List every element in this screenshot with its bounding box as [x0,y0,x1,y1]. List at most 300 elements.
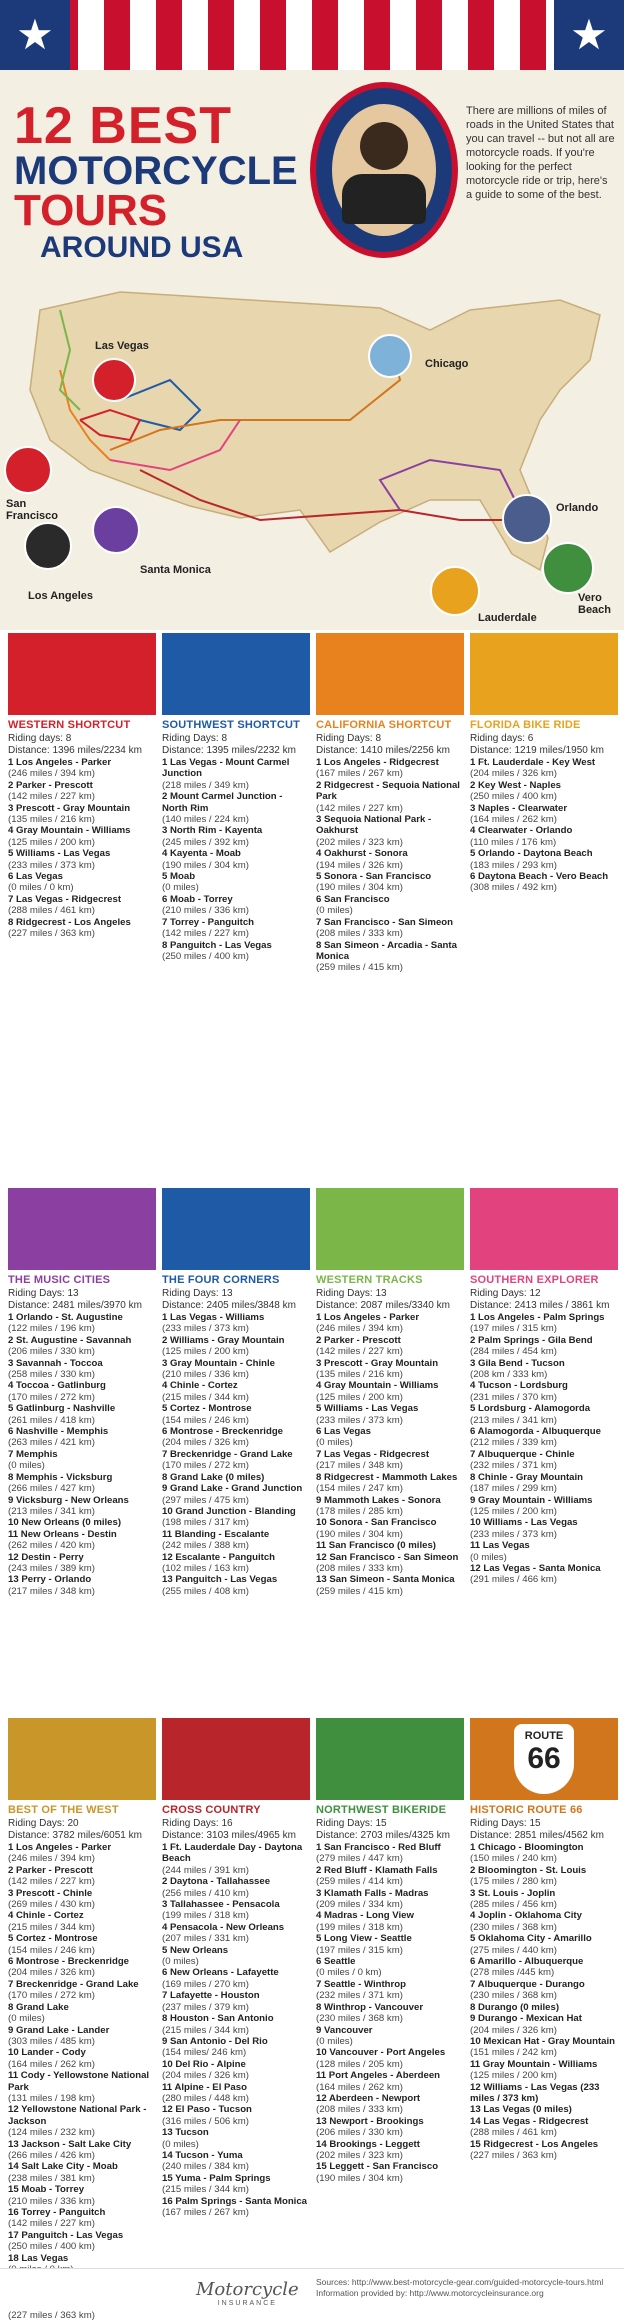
stop-item [470,1449,618,1472]
stop-distance: (218 miles / 349 km) [162,779,249,791]
map-label-los-angeles: Los Angeles [28,590,93,602]
route-distance: Distance: 2851 miles/4562 km [470,1830,604,1841]
stop-distance: (280 miles / 448 km) [162,2092,249,2104]
route-illustration [8,1188,156,1270]
stop-name: 3 Gila Bend - Tucson [470,1357,565,1369]
stop-name: 3 Prescott - Gray Mountain [316,1357,439,1369]
stop-item [8,825,156,848]
stop-distance: (0 miles) [162,2138,199,2150]
route-title: NORTHWEST BIKERIDE [316,1804,447,1816]
stop-item [8,2230,156,2253]
riding-days: Riding Days: 8 [316,733,382,744]
stop-item [316,1933,464,1956]
stop-name: 5 Williams - Las Vegas [8,848,111,860]
stop-name: 4 Chinle - Cortez [8,1910,84,1922]
stop-item [316,2161,464,2184]
stop-distance: (259 miles / 415 km) [316,962,403,974]
stop-distance: (0 miles) [316,905,353,917]
stop-distance: (210 miles / 336 km) [8,2195,95,2207]
stop-distance: (175 miles / 280 km) [470,1876,557,1888]
stop-name: 3 Naples - Clearwater [470,802,568,814]
stop-item [316,1888,464,1911]
stop-name: 9 San Antonio - Del Rio [162,2035,268,2047]
stop-name: 7 Albuquerque - Chinle [470,1448,575,1460]
stop-item [162,1842,310,1876]
stop-distance: (230 miles / 368 km) [470,1990,557,2002]
stop-distance: (0 miles / 0 km) [8,882,74,894]
stop-distance: (212 miles / 339 km) [470,1437,557,1449]
stop-item [316,2093,464,2116]
santa-monica-icon [92,506,140,554]
stop-name: 7 San Francisco - San Simeon [316,916,454,928]
riding-days: Riding Days: 15 [316,1818,387,1829]
stop-item [162,1922,310,1945]
stop-name: 6 Seattle [316,1956,356,1968]
stop-item [8,1495,156,1518]
stop-distance: (227 miles / 363 km) [470,2149,557,2161]
source-link-2[interactable]: Information provided by: http://www.motorcycleinsurance.org [316,2288,544,2298]
stop-distance: (230 miles / 368 km) [470,1921,557,1933]
stop-item [316,1865,464,1888]
stop-distance: (0 miles) [8,1460,45,1472]
route-stops [470,1842,618,2161]
stop-item [8,1910,156,1933]
stop-name: 1 Ft. Lauderdale Day - Daytona Beach [162,1842,303,1865]
stop-distance: (187 miles / 299 km) [470,1483,557,1495]
orlando-icon [502,494,552,544]
stop-item [162,1403,310,1426]
riding-days: Riding Days: 20 [8,1818,79,1829]
motorcycle-icon [342,174,426,224]
stop-distance: (151 miles / 242 km) [470,2047,557,2059]
stop-distance: (167 miles / 267 km) [316,768,403,780]
stop-item [470,848,618,871]
stop-item [162,871,310,894]
stop-distance: (190 miles / 304 km) [162,859,249,871]
route-meta [316,1288,464,1312]
stop-item [8,2002,156,2025]
route-distance: Distance: 2087 miles/3340 km [316,1300,450,1311]
stop-item [162,2082,310,2105]
stop-name: 5 Cortez - Montrose [162,1403,252,1415]
route-title: BEST OF THE WEST [8,1804,119,1816]
stop-name: 5 Sonora - San Francisco [316,871,432,883]
stop-name: 15 Moab - Torrey [8,2184,85,2196]
stop-distance: (142 miles / 227 km) [162,928,249,940]
route-stops [470,1312,618,1586]
stop-item [316,1910,464,1933]
stop-item [8,1312,156,1335]
riding-days: Riding Days: 16 [162,1818,233,1829]
route-stops [162,1312,310,1597]
stop-distance: (154 miles / 246 km) [162,1414,249,1426]
stop-name: 7 Memphis [8,1448,58,1460]
riding-days: Riding Days: 13 [162,1288,233,1299]
stop-item [8,803,156,826]
title-line-1: 12 BEST [14,97,232,155]
stop-item [8,1403,156,1426]
stop-item [470,1540,618,1563]
route-meta [8,1818,156,1842]
stop-item [316,1495,464,1518]
stop-distance: (142 miles / 227 km) [8,2218,95,2230]
stop-item [316,814,464,848]
stop-item [316,1517,464,1540]
stop-distance: (246 miles / 394 km) [8,1853,95,1865]
stop-distance: (204 miles / 326 km) [470,768,557,780]
stop-distance: (269 miles / 430 km) [8,1899,95,1911]
stop-distance: (198 miles / 317 km) [162,1517,249,1529]
stop-name: 7 Breckenridge - Grand Lake [162,1448,293,1460]
stop-name: 2 Daytona - Tallahassee [162,1876,271,1888]
route-stops [470,757,618,894]
stop-name: 4 Clearwater - Orlando [470,825,573,837]
stop-name: 6 Amarillo - Albuquerque [470,1956,584,1968]
stop-name: 2 Parker - Prescott [8,1864,93,1876]
stop-name: 10 Lander - Cody [8,2047,86,2059]
stop-distance: (164 miles / 262 km) [8,2058,95,2070]
stop-item [316,2025,464,2048]
stop-name: 8 Winthrop - Vancouver [316,2001,424,2013]
stop-item [8,1380,156,1403]
stop-name: 4 Pensacola - New Orleans [162,1921,285,1933]
stop-item [8,1933,156,1956]
stop-item [470,2104,618,2115]
map-label-lauderdale: Lauderdale [478,612,537,624]
stop-distance: (233 miles / 373 km) [316,1414,403,1426]
stop-distance: (308 miles / 492 km) [470,882,557,894]
route66-shield-icon [514,1724,574,1794]
stop-name: 6 Moab - Torrey [162,893,233,905]
stop-distance: (124 miles / 232 km) [8,2127,95,2139]
stop-distance: (0 miles) [470,1551,507,1563]
stop-distance: (190 miles / 304 km) [316,882,403,894]
stop-name: 6 Montrose - Breckenridge [8,1956,130,1968]
stop-item [316,940,464,974]
stop-distance: (142 miles / 227 km) [8,1876,95,1888]
stop-item [8,1979,156,2002]
stop-distance: (125 miles / 200 km) [162,1346,249,1358]
stop-item [470,1358,618,1381]
stop-item [8,1842,156,1865]
source-link-1[interactable]: Sources: http://www.best-motorcycle-gear.com/guided-motorcycle-tours.html [316,2277,604,2287]
stop-item [316,1956,464,1979]
stop-name: 3 Savannah - Toccoa [8,1357,103,1369]
route-illustration [162,633,310,715]
stop-name: 6 New Orleans - Lafayette [162,1967,279,1979]
stop-name: 3 North Rim - Kayenta [162,825,263,837]
stop-item [162,1483,310,1506]
golden-gate-icon [4,446,52,494]
las-vegas-icon [92,358,136,402]
stop-item [316,1552,464,1575]
route-meta [8,733,156,757]
stop-item [8,1449,156,1472]
stop-item [470,825,618,848]
stop-item [8,2047,156,2070]
route-stops [316,1312,464,1597]
stop-name: 14 Salt Lake City - Moab [8,2161,118,2173]
stop-item [162,2036,310,2059]
stop-distance: (206 miles / 330 km) [316,2127,403,2139]
star-icon: ★ [16,11,54,58]
stop-item [470,2002,618,2013]
riding-days: Riding Days: 8 [162,733,228,744]
stop-distance: (243 miles / 389 km) [8,1562,95,1574]
stop-name: 10 Del Rio - Alpine [162,2058,246,2070]
stop-name: 6 Alamogorda - Albuquerque [470,1426,601,1438]
stop-item [470,1979,618,2002]
stop-distance: (297 miles / 475 km) [162,1494,249,1506]
stop-distance: (263 miles / 421 km) [8,1437,95,1449]
stop-item [162,1990,310,2013]
stop-item [470,2082,618,2105]
stop-item [8,2184,156,2207]
stop-name: 15 Yuma - Palm Springs [162,2172,271,2184]
riding-days: Riding Days: 13 [316,1288,387,1299]
stop-distance: (208 miles / 333 km) [316,1562,403,1574]
stop-distance: (284 miles / 454 km) [470,1346,557,1358]
route66-sign-top: ROUTE [524,1730,564,1742]
stop-name: 4 Madras - Long View [316,1910,414,1922]
stop-distance: (266 miles / 426 km) [8,2149,95,2161]
stop-item [162,848,310,871]
stop-name: 1 Los Angeles - Palm Springs [470,1312,605,1323]
stop-distance: (125 miles / 200 km) [8,836,95,848]
route-illustration [470,1188,618,1270]
stop-item [8,2161,156,2184]
stop-name: 6 Las Vegas [8,871,63,883]
stop-distance: (245 miles / 392 km) [162,836,249,848]
stop-name: 12 Aberdeen - Newport [316,2092,421,2104]
route-title: SOUTHWEST SHORTCUT [162,719,301,731]
stop-name: 8 San Simeon - Arcadia - Santa Monica [316,939,457,962]
stop-distance: (164 miles / 262 km) [316,2081,403,2093]
stop-name: 2 Bloomington - St. Louis [470,1864,587,1876]
stop-item [162,825,310,848]
map-label-santa-monica: Santa Monica [140,564,211,576]
stop-distance: (170 miles / 272 km) [8,1391,95,1403]
stop-item [8,2139,156,2162]
stop-name: 14 Las Vegas - Ridgecrest [470,2115,589,2127]
stop-distance: (204 miles / 326 km) [162,1437,249,1449]
stop-distance: (125 miles / 200 km) [470,2070,557,2082]
stop-distance: (255 miles / 408 km) [162,1585,249,1597]
stop-item [316,848,464,871]
stop-distance: (0 miles) [8,2013,45,2025]
route-meta [470,1818,618,1842]
stop-name: 13 Las Vegas (0 miles) [470,2104,572,2116]
stop-distance: (261 miles / 418 km) [8,1414,95,1426]
stop-name: 2 Parker - Prescott [316,1334,401,1346]
banner-blue-left [0,0,70,70]
stop-name: 4 Joplin - Oklahoma City [470,1910,582,1922]
stop-distance: (233 miles / 373 km) [8,859,95,871]
route-title: WESTERN TRACKS [316,1274,423,1286]
stop-name: 8 Chinle - Gray Mountain [470,1471,584,1483]
stop-distance: (122 miles / 196 km) [8,1323,95,1335]
route-illustration [470,1718,618,1800]
rider-helmet-icon [360,122,408,170]
route-stops [316,1842,464,2184]
stop-name: 8 Grand Lake (0 miles) [162,1471,265,1483]
stop-name: 6 Las Vegas [316,1426,371,1438]
motorcycle-insurance-logo [196,2279,299,2307]
rider-badge-illustration [310,82,458,258]
stop-distance: (197 miles / 315 km) [316,1944,403,1956]
stop-name: 9 Gray Mountain - Williams [470,1494,593,1506]
route-meta [470,1288,618,1312]
stop-name: 13 Tucson [162,2127,209,2139]
stop-name: 3 Prescott - Chinle [8,1887,93,1899]
stop-distance: (190 miles / 304 km) [316,1528,403,1540]
stop-name: 2 Red Bluff - Klamath Falls [316,1864,438,1876]
stop-item [316,757,464,780]
stop-distance: (232 miles / 371 km) [470,1460,557,1472]
stop-item [162,1899,310,1922]
stop-item [8,757,156,780]
stop-distance: (207 miles / 331 km) [162,1933,249,1945]
stop-distance: (275 miles / 440 km) [470,1944,557,1956]
stop-item [162,1449,310,1472]
stop-name: 11 Blanding - Escalante [162,1528,270,1540]
logo-text: Motorcycle [196,2279,299,2300]
stop-item [162,1529,310,1552]
stop-distance: (217 miles / 348 km) [8,1585,95,1597]
stop-name: 11 Cody - Yellowstone National Park [8,2070,150,2093]
lauderdale-icon [430,566,480,616]
stop-distance: (102 miles / 163 km) [162,1562,249,1574]
stop-distance: (135 miles / 216 km) [8,814,95,826]
footer [0,2268,624,2309]
route-meta [8,1288,156,1312]
stop-item [8,1335,156,1358]
stop-item [8,1552,156,1575]
stop-name: 12 Destin - Perry [8,1551,84,1563]
stop-name: 11 Alpine - El Paso [162,2081,247,2093]
stop-item [162,1380,310,1403]
stop-distance: (215 miles / 344 km) [162,2184,249,2196]
stop-name: 5 Cortez - Montrose [8,1933,98,1945]
stop-distance: (0 miles) [316,1437,353,1449]
route-distance: Distance: 3103 miles/4965 km [162,1830,296,1841]
stop-distance: (0 miles / 0 km) [316,1967,382,1979]
stop-item [316,1403,464,1426]
stop-item [470,757,618,780]
stop-name: 10 Mexican Hat - Gray Mountain [470,2035,616,2047]
stop-name: 17 Panguitch - Las Vegas [8,2229,124,2241]
stop-name: 8 Panguitch - Las Vegas [162,939,272,951]
stop-distance: (250 miles / 400 km) [162,950,249,962]
route-illustration [8,1718,156,1800]
stop-distance: (258 miles / 330 km) [8,1369,95,1381]
stop-item [316,1426,464,1449]
stop-distance: (208 km / 333 km) [470,1369,548,1381]
stop-item [470,1842,618,1865]
stop-distance: (233 miles / 373 km) [470,1528,557,1540]
stop-name: 2 Mount Carmel Junction - North Rim [162,791,283,814]
stop-name: 13 Panguitch - Las Vegas [162,1574,278,1586]
stop-item [316,1472,464,1495]
stop-name: 13 Jackson - Salt Lake City [8,2138,132,2150]
stop-item [470,2139,618,2162]
stop-item [470,1426,618,1449]
stop-item [162,917,310,940]
stop-distance: (213 miles / 341 km) [8,1505,95,1517]
stop-item [316,1380,464,1403]
stop-distance: (190 miles / 304 km) [316,2172,403,2184]
stop-item [162,2104,310,2127]
route-distance: Distance: 2413 miles / 3861 km [470,1300,610,1311]
stop-distance: (231 miles / 370 km) [470,1391,557,1403]
stop-name: 13 Perry - Orlando [8,1574,92,1586]
stop-distance: (250 miles / 400 km) [470,791,557,803]
stop-item [316,1358,464,1381]
route-distance: Distance: 2481 miles/3970 km [8,1300,142,1311]
stop-distance: (262 miles / 420 km) [8,1540,95,1552]
stop-name: 11 Las Vegas [470,1540,530,1552]
route-distance: Distance: 1395 miles/2232 km [162,745,296,756]
stop-distance: (194 miles / 326 km) [316,859,403,871]
riding-days: Riding Days: 12 [470,1288,541,1299]
stop-item [8,780,156,803]
stop-name: 11 Gray Mountain - Williams [470,2058,598,2070]
stop-distance: (167 miles / 267 km) [162,2207,249,2218]
stop-name: 1 Las Vegas - Williams [162,1312,265,1323]
stop-name: 6 San Francisco [316,893,390,905]
route-stops [316,757,464,974]
stop-name: 16 Palm Springs - Santa Monica [162,2195,308,2207]
stop-name: 4 Gray Mountain - Williams [316,1380,439,1392]
stop-item [470,2036,618,2059]
stop-item [162,1552,310,1575]
stop-distance: (217 miles / 348 km) [316,1460,403,1472]
stop-name: 11 New Orleans - Destin [8,1528,117,1540]
stop-name: 8 Ridgecrest - Los Angeles [8,916,131,928]
stop-name: 4 Tucson - Lordsburg [470,1380,568,1392]
route-meta [316,733,464,757]
stop-item [316,2070,464,2093]
map-label-orlando: Orlando [556,502,599,514]
stop-name: 7 Las Vegas - Ridgecrest [8,893,122,905]
stop-name: 1 Ft. Lauderdale - Key West [470,757,596,768]
stop-item [316,2002,464,2025]
stop-item [8,2070,156,2104]
stop-distance: (215 miles / 344 km) [162,1391,249,1403]
stop-name: 9 Durango - Mexican Hat [470,2013,582,2025]
stop-distance: (183 miles / 293 km) [470,859,557,871]
stop-distance: (208 miles / 333 km) [316,2104,403,2116]
stop-item [470,1888,618,1911]
stop-item [162,1358,310,1381]
stop-item [162,1426,310,1449]
stop-item [162,940,310,963]
stop-name: 18 Las Vegas [8,2252,69,2264]
stop-item [8,2207,156,2230]
stop-item [470,1495,618,1518]
stop-item [8,848,156,871]
stop-item [316,1312,464,1335]
route-title: THE MUSIC CITIES [8,1274,111,1286]
stop-name: 6 Montrose - Breckenridge [162,1426,284,1438]
route-title: CROSS COUNTRY [162,1804,261,1816]
stop-distance: (0 miles) [316,2035,353,2047]
stop-item [470,1472,618,1495]
stop-name: 8 Houston - San Antonio [162,2013,274,2025]
stop-item [470,1517,618,1540]
title-line-3: TOURS [14,186,168,235]
map-label-las-vegas: Las Vegas [95,340,149,352]
